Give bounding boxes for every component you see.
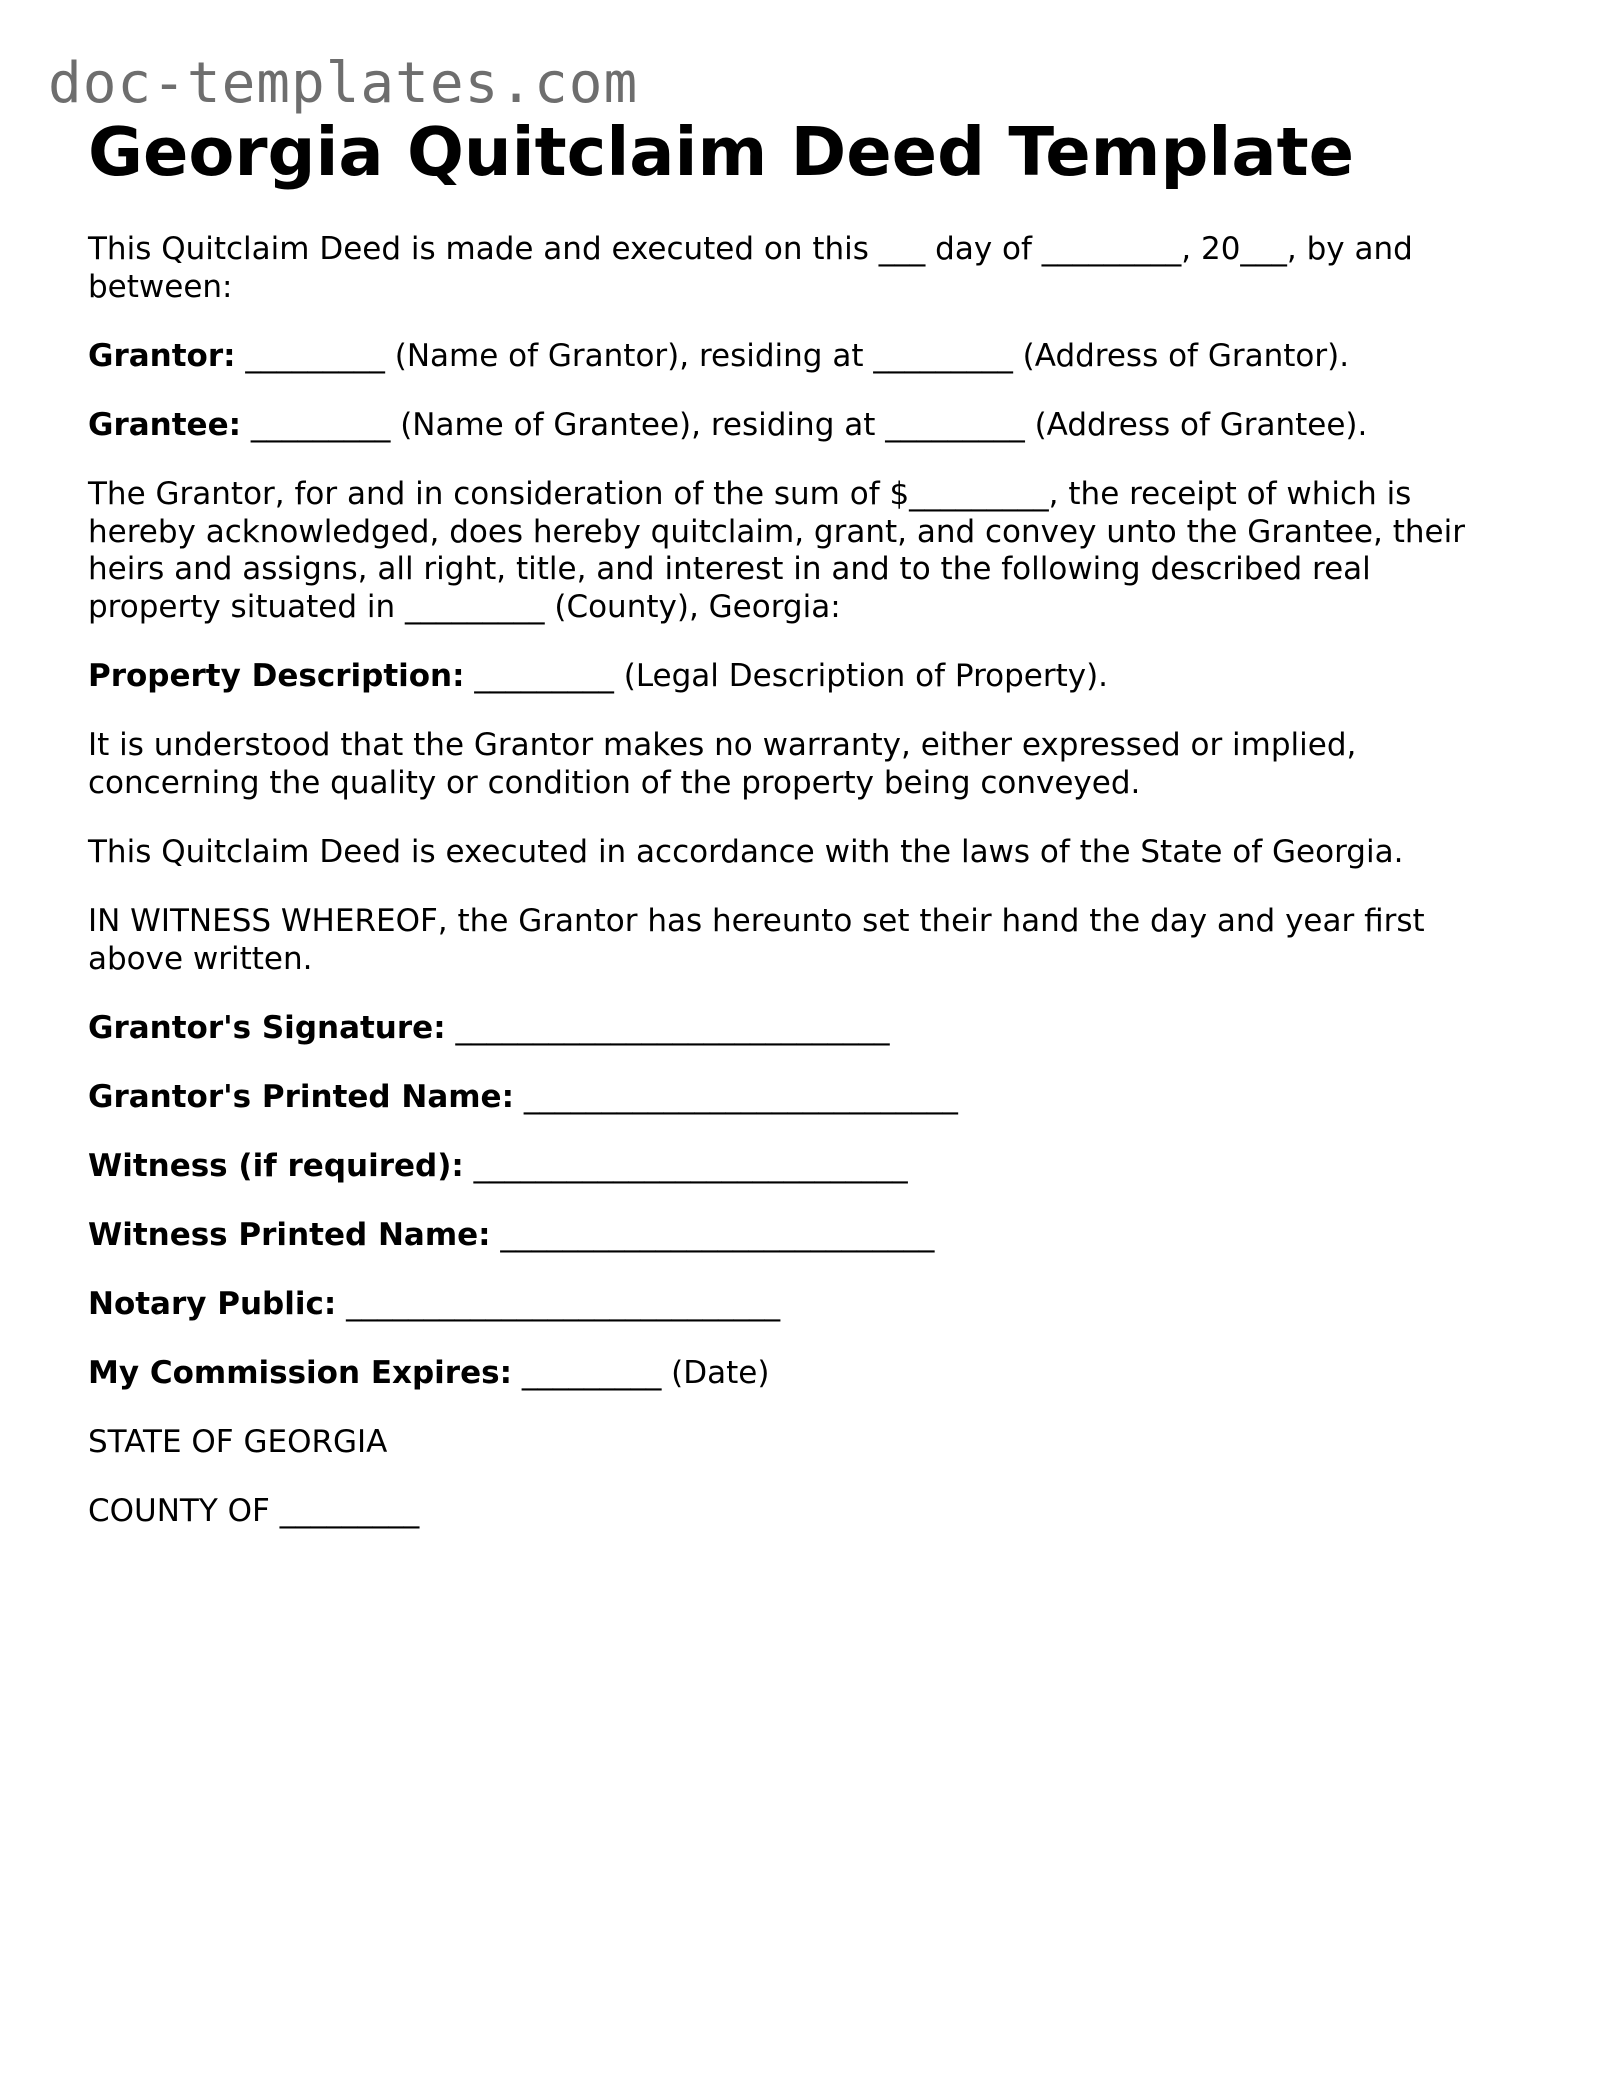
witness-printed-name-line (88, 1217, 934, 1255)
witness-printed-name-label: Witness Printed Name: (88, 1217, 491, 1253)
grantor-signature-blank: ____________________________ (445, 1010, 890, 1046)
grantor-label: Grantor: (88, 338, 236, 374)
grantor-printed-name-line (88, 1079, 958, 1117)
witness-clause-paragraph: IN WITNESS WHEREOF, the Grantor has hereunto set their hand the day and year first above written. (88, 903, 1425, 977)
grantor-text: _________ (Name of Grantor), residing at _________ (Address of Grantor). (235, 338, 1350, 374)
grantee-text: _________ (Name of Grantee), residing at _________ (Address of Grantee). (241, 407, 1368, 443)
witness-signature-line (88, 1148, 908, 1186)
witness-printed-name-blank: ____________________________ (490, 1217, 935, 1253)
witness-signature-label: Witness (if required): (88, 1148, 464, 1184)
notary-public-blank: ____________________________ (336, 1286, 781, 1322)
property-description-text: _________ (Legal Description of Property). (464, 658, 1109, 694)
grantee-line (88, 407, 1367, 445)
watermark-logo: doc-templates.com (48, 51, 639, 116)
state-line: STATE OF GEORGIA (88, 1424, 388, 1460)
notary-public-label: Notary Public: (88, 1286, 337, 1322)
commission-expires-blank: _________ (Date) (511, 1355, 770, 1391)
witness-signature-blank: ____________________________ (463, 1148, 908, 1184)
county-line: COUNTY OF _________ (88, 1493, 420, 1529)
consideration-paragraph: The Grantor, for and in consideration of the sum of $_________, the receipt of which is hereby acknowledged, does hereby quitclaim, grant, and convey unto the Grantee, their heirs and assigns, all right, title, and interest in and to the following described real property situated in _________ (County), Georgia: (88, 476, 1465, 625)
grantor-printed-name-blank: ____________________________ (513, 1079, 958, 1115)
grantor-signature-label: Grantor's Signature: (88, 1010, 446, 1046)
notary-public-line (88, 1286, 780, 1324)
property-description-line (88, 658, 1108, 696)
warranty-paragraph: It is understood that the Grantor makes no warranty, either expressed or implied, concerning the quality or condition of the property being conveyed. (88, 727, 1357, 801)
grantor-line (88, 338, 1349, 376)
grantor-signature-line (88, 1010, 889, 1048)
grantee-label: Grantee: (88, 407, 241, 443)
document-title: Georgia Quitclaim Deed Template (88, 113, 1355, 191)
property-description-label: Property Description: (88, 658, 465, 694)
laws-paragraph: This Quitclaim Deed is executed in accordance with the laws of the State of Georgia. (88, 834, 1404, 870)
intro-paragraph: This Quitclaim Deed is made and executed on this ___ day of _________, 20___, by and between: (88, 231, 1413, 305)
document-body (88, 112, 1528, 1529)
grantor-printed-name-label: Grantor's Printed Name: (88, 1079, 514, 1115)
commission-expires-label: My Commission Expires: (88, 1355, 512, 1391)
commission-expires-line (88, 1355, 769, 1393)
